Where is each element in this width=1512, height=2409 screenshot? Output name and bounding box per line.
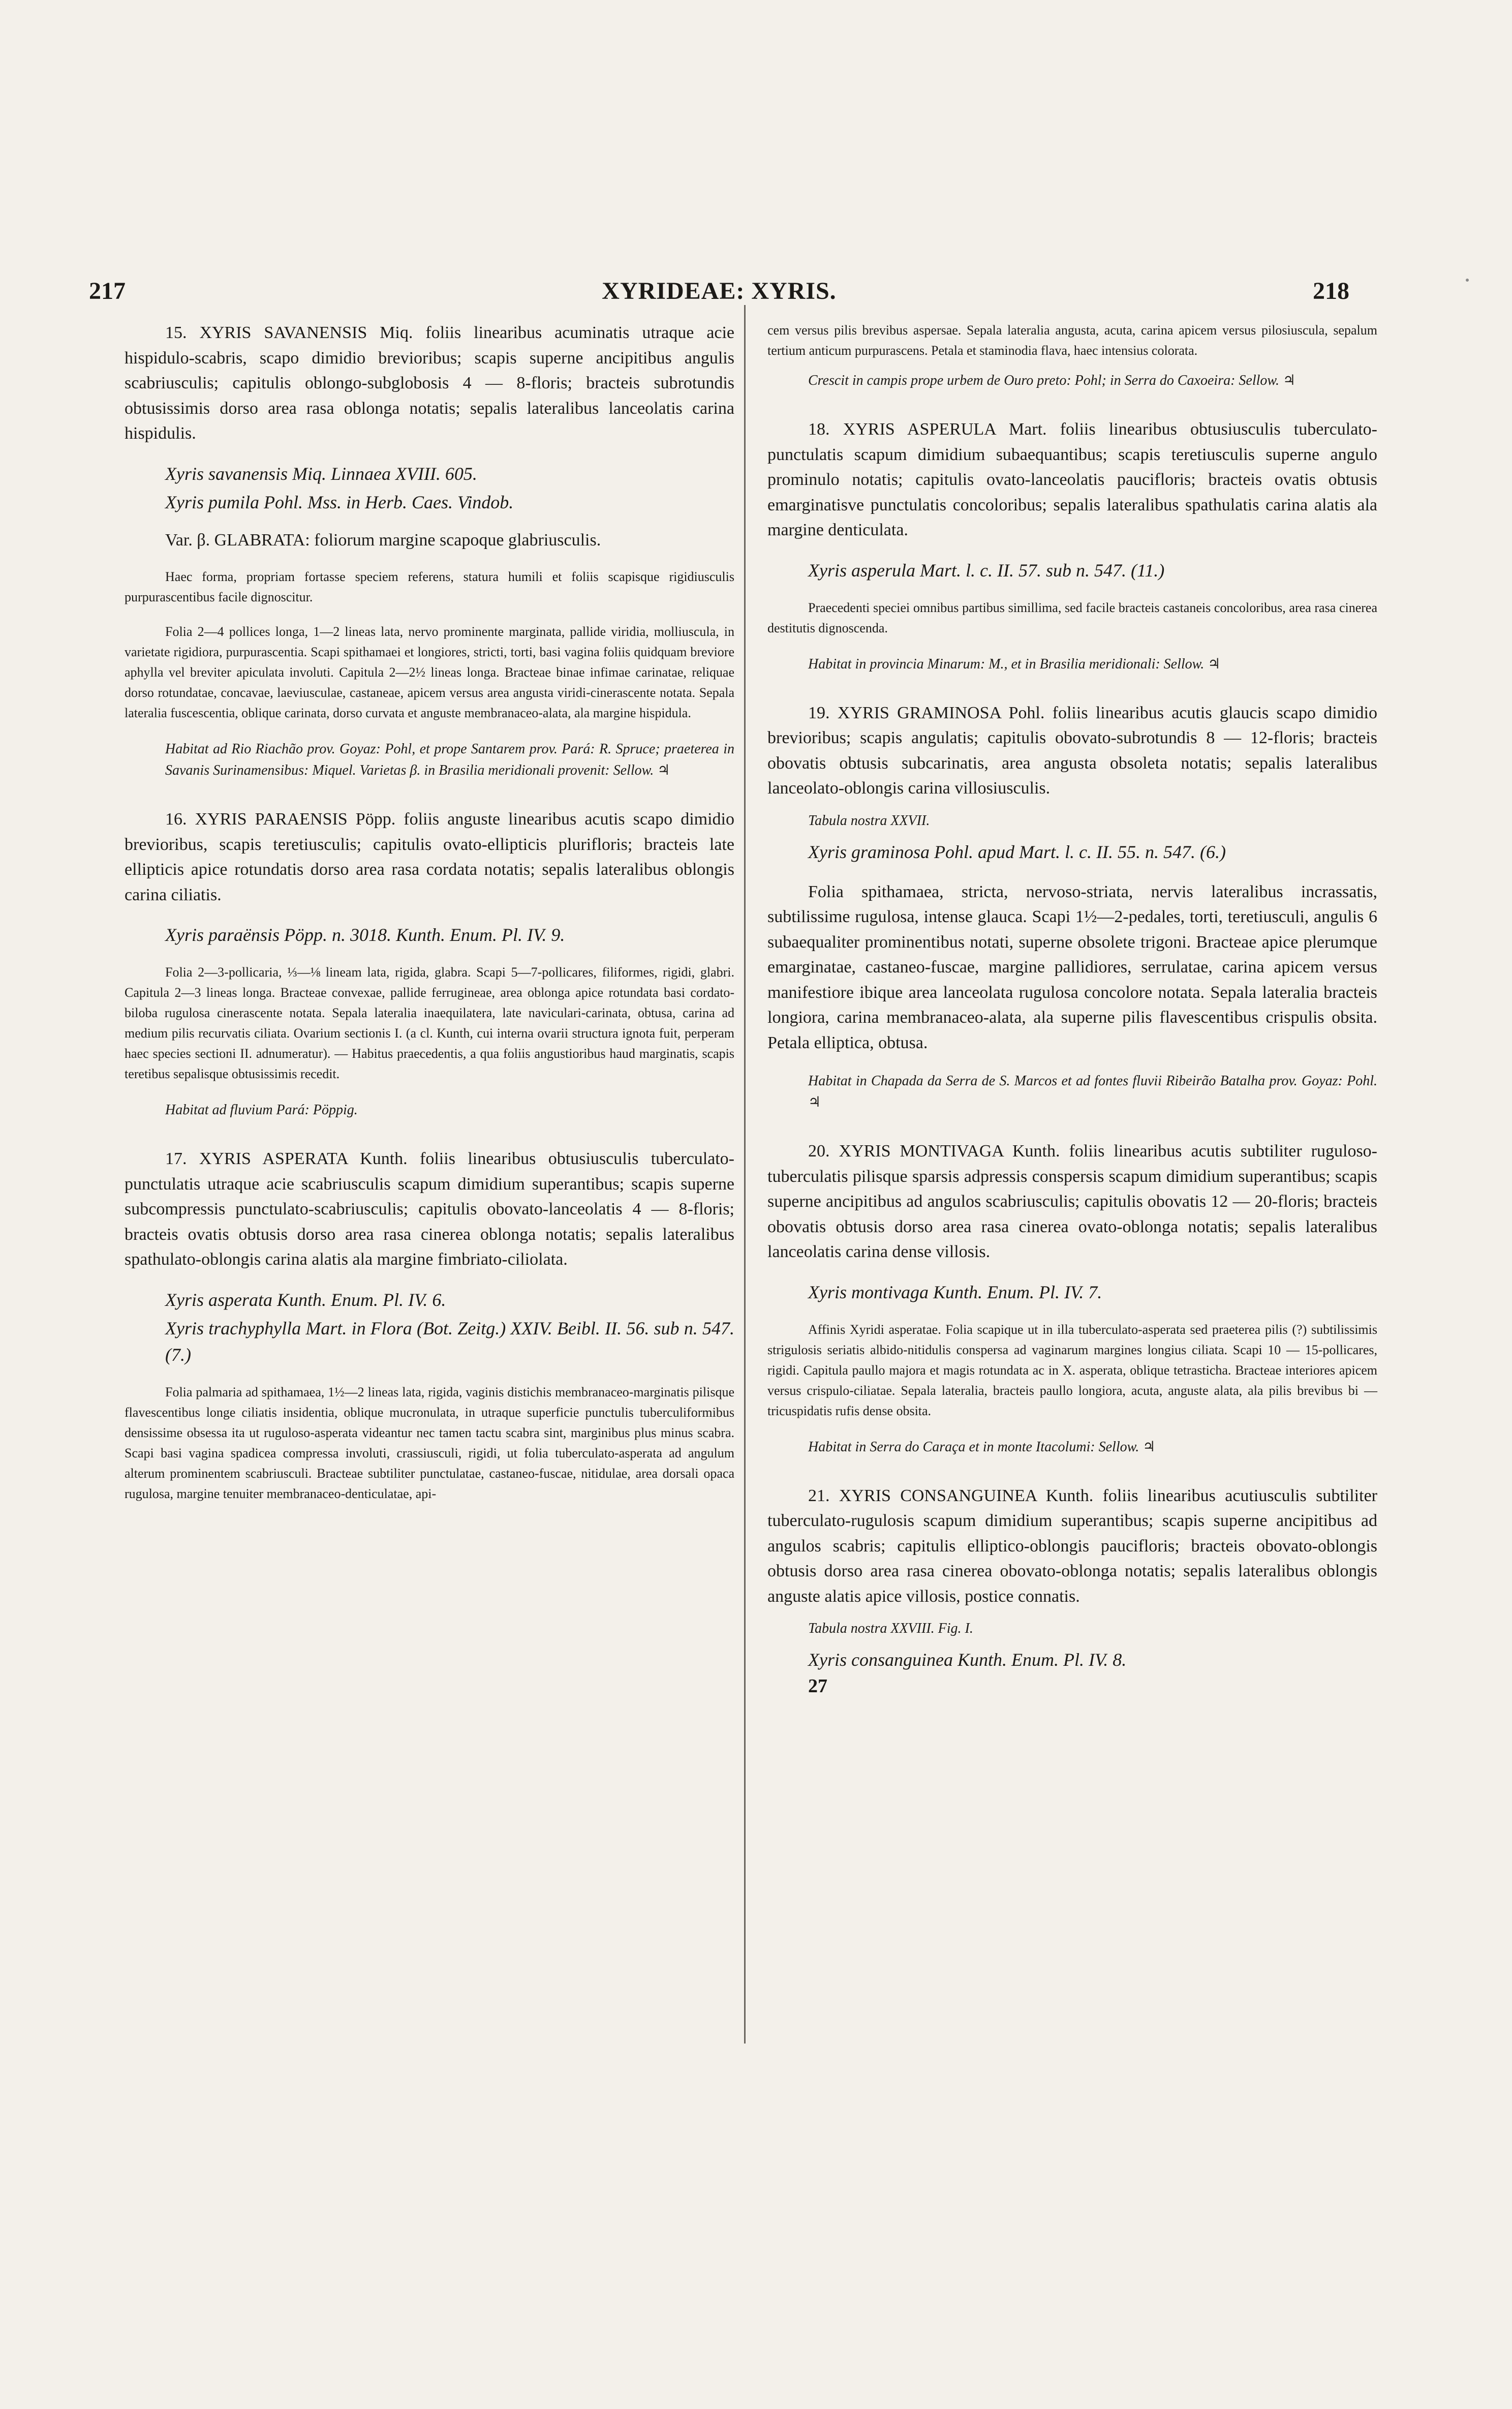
species-20-diagnosis: 20. XYRIS MONTIVAGA Kunth. foliis linearibus acutis subtiliter ruguloso-tuberculatis pilisque sparsis adpressis conspersis scapum dimidium superantibus; scapis superne ancipitibus ad angulos scabriusculis; capitulis obovatis 12 — 20-floris; bracteis obovatis obtusis dorso area rasa cinerea ovato-oblonga notatis; sepalis lateralibus lanceolatis carina dense villosis. — [767, 1142, 1377, 1261]
species-16-description: Folia 2—3-pollicaria, ⅓—⅛ lineam lata, rigida, glabra. Scapi 5—7-pollicares, filiformes, rigidi, glabri. Capitula 2—3 lineas longa. Bracteae convexae, pallide ferrugineae, area oblonga apice rotundata basi cordato-biloba rugulosa cinerascente notata. Sepala lateralia inaequilatera, late naviculari-carinata, obtusa, carina ad medium pilis recurvatis ciliata. Ovarium sectionis I. (a cl. Kunth, cui interna ovarii structura ignota fuit, perperam haec species sectioni II. adnumeratur). — Habitus praecedentis, a qua foliis angustioribus haud marginatis, scapis teretibus sepalisque obtusissimis recedit. — [125, 965, 734, 1081]
species-19-citation: Xyris graminosa Pohl. apud Mart. l. c. II. 55. n. 547. (6.) — [808, 841, 1226, 862]
species-16-citation: Xyris paraënsis Pöpp. n. 3018. Kunth. Enum. Pl. IV. 9. — [165, 925, 565, 945]
right-page-number: 218 — [1313, 278, 1349, 304]
species-21-citation: Xyris consanguinea Kunth. Enum. Pl. IV. 8. — [808, 1650, 1127, 1670]
species-17-citation-2: Xyris trachyphylla Mart. in Flora (Bot. Zeitg.) XXIV. Beibl. II. 56. sub n. 547. (7.) — [165, 1318, 734, 1365]
right-column — [767, 320, 1377, 1697]
species-19-diagnosis: 19. XYRIS GRAMINOSA Pohl. foliis linearibus acutis glaucis scapo dimidio brevioribus; scapis angulatis; capitulis obovato-subrotundis 8 — 12-floris; bracteis obovatis obtusis subcarinatis, area angusta obsoleta notatis; sepalis lateralibus lanceolato-oblongis carina villosiusculis. — [767, 703, 1377, 798]
species-20-description: Affinis Xyridi asperatae. Folia scapique ut in illa tuberculato-asperata sed praeterea pilis (?) subtilissimis strigulosis seriatis albido-nitidulis conspersa ad vaginarum margines longius ciliata. Scapi 10 — 15-pollicares, rigidi. Capitula paullo majora et magis rotundata ac in X. asperata, oblique tetrasticha. Bracteae interiores apicem versus crispulo-ciliatae. Sepala lateralia, bracteis paullo longiora, acuta, anguste alata, ala pilis brevibus bi — tricuspidatis rufis dense obsita. — [767, 1322, 1377, 1418]
species-15-citation-2: Xyris pumila Pohl. Mss. in Herb. Caes. Vindob. — [165, 492, 514, 512]
species-16-diagnosis: 16. XYRIS PARAENSIS Pöpp. foliis anguste linearibus acutis scapo dimidio brevioribus, scapis teretiusculis; capitulis ovato-ellipticis plurifloris; bracteis late ellipticis apice rotundatis dorso area rasa cordata notatis; sepalis lateralibus oblongis carina ciliatis. — [125, 810, 734, 904]
species-15-diagnosis: 15. XYRIS SAVANENSIS Miq. foliis linearibus acuminatis utraque acie hispidulo-scabris, scapo dimidio brevioribus; scapis superne ancipitibus angulis scabriusculis; capitulis oblongo-subglobosis 4 — 8-floris; bracteis subrotundis obtusissimis dorso area rasa oblonga notatis; sepalis lateralibus lanceolatis carina hispidulis. — [125, 323, 734, 443]
print-speck — [1466, 279, 1469, 282]
species-20-habitat: Habitat in Serra do Caraça et in monte Itacolumi: Sellow. ♃ — [808, 1439, 1156, 1455]
species-15-habitat: Habitat ad Rio Riachão prov. Goyaz: Pohl, et prope Santarem prov. Pará: R. Spruce; praeterea in Savanis Surinamensibus: Miquel. Varietas β. in Brasilia meridionali provenit: Sellow. ♃ — [165, 741, 734, 778]
species-17-description-continued: cem versus pilis brevibus aspersae. Sepala lateralia angusta, acuta, carina apicem versus pilosiuscula, sepalum tertium anticum purpurascens. Petala et staminodia flava, haec intensius colorata. — [767, 323, 1377, 358]
species-18-diagnosis: 18. XYRIS ASPERULA Mart. foliis linearibus obtusiusculis tuberculato-punctulatis scapum dimidium subaequantibus; scapis teretiusculis superne angulo prominulo notatis; capitulis ovato-lanceolatis paucifloris; bracteis ovatis obtusis emarginatisve punctulatis concoloribus; sepalis lateralibus spathulatis carina alatis ala margine denticulata. — [767, 420, 1377, 539]
species-17-citation-1: Xyris asperata Kunth. Enum. Pl. IV. 6. — [165, 1289, 446, 1310]
species-18-citation: Xyris asperula Mart. l. c. II. 57. sub n. 547. (11.) — [808, 560, 1165, 581]
species-18-description: Praecedenti speciei omnibus partibus simillima, sed facile bracteis castaneis concoloribus, area rasa cinerea destitutis dignoscenda. — [767, 600, 1377, 635]
species-15-variety-note: Haec forma, propriam fortasse speciem referens, statura humili et foliis scapisque rigidiusculis purpurascentibus facile dignoscitur. — [125, 569, 734, 604]
species-18-habitat: Habitat in provincia Minarum: M., et in Brasilia meridionali: Sellow. ♃ — [808, 656, 1221, 672]
species-17-habitat: Crescit in campis prope urbem de Ouro preto: Pohl; in Serra do Caxoeira: Sellow. ♃ — [808, 373, 1296, 388]
signature-mark: 27 — [808, 1675, 827, 1697]
running-title: XYRIDEAE: XYRIS. — [602, 278, 837, 304]
running-header — [89, 277, 1349, 313]
species-17-description: Folia palmaria ad spithamaea, 1½—2 lineas lata, rigida, vaginis distichis membranaceo-marginatis pilisque flavescentibus longe ciliatis insidentia, oblique mucronulata, in utraque superficie punctulis tuberculiformibus densissime obsessa ita ut ruguloso-asperata videantur nec tamen tactu scabra sint, marginibus plus minus scabra. Scapi basi vagina spadicea compressa involuti, crassiusculi, rigidi, ut folia tuberculato-asperata ad angulum alterum prominentem scabriusculi. Bracteae subtiliter punctulatae, castaneo-fuscae, nitidulae, area dorsali opaca rugulosa, margine tenuiter membranaceo-denticulatae, api- — [125, 1384, 734, 1501]
species-21-diagnosis: 21. XYRIS CONSANGUINEA Kunth. foliis linearibus acutiusculis subtiliter tuberculato-rugulosis scapum dimidium superantibus; scapis superne ancipitibus ad angulos scabris; capitulis elliptico-oblongis paucifloris; bracteis obovato-oblongis obtusis dorso area rasa cinerea obovato-oblonga notatis; sepalis lateralibus oblongis anguste alatis apice villosis, postice connatis. — [767, 1486, 1377, 1606]
species-15-citation-1: Xyris savanensis Miq. Linnaea XVIII. 605. — [165, 463, 477, 484]
species-19-habitat: Habitat in Chapada da Serra de S. Marcos et ad fontes fluvii Ribeirão Batalha prov. Goyaz: Pohl. ♃ — [808, 1073, 1377, 1110]
species-20-citation: Xyris montivaga Kunth. Enum. Pl. IV. 7. — [808, 1282, 1102, 1302]
species-19-description: Folia spithamaea, stricta, nervoso-striata, nervis lateralibus incrassatis, subtilissime rugulosa, intense glauca. Scapi 1½—2-pedales, torti, teretiusculi, angulis 6 subaequaliter prominentibus notati, superne obsolete trigoni. Bracteae apice plerumque emarginatae, castaneo-fuscae, margine pallidiores, serrulatae, carina apicem versus manifestiore ibique area lanceolata rugulosa concolore notata. Sepala lateralia bracteis longiora, carina membranaceo-alata, ala superne pilis flavescentibus crispulis obsita. Petala elliptica, obtusa. — [767, 882, 1377, 1052]
species-16-habitat: Habitat ad fluvium Pará: Pöppig. — [165, 1102, 358, 1118]
species-21-plate: Tabula nostra XXVIII. Fig. I. — [808, 1621, 973, 1636]
species-17-diagnosis: 17. XYRIS ASPERATA Kunth. foliis linearibus obtusiusculis tuberculato-punctulatis utraque acie scabriusculis scapum dimidium superantibus; scapis superne subcompressis punctulato-scabriusculis; capitulis obovato-lanceolatis 4 — 8-floris; bracteis ovatis obtusis dorso area rasa cinerea oblonga notatis; sepalis lateralibus spathulato-oblongis carina alatis ala margine fimbriato-ciliolata. — [125, 1149, 734, 1269]
species-15-description: Folia 2—4 pollices longa, 1—2 lineas lata, nervo prominente marginata, pallide viridia, molliuscula, in varietate rigidiora, purpurascentia. Scapi spithamaei et longiores, stricti, torti, basi vagina foliis quidquam breviore aphylla vel breviter apiculata involuti. Capitula 2—2½ lineas longa. Bracteae binae infimae carinatae, reliquae dorso rotundatae, concavae, laeviusculae, castaneae, apicem versus area angusta viridi-cinerascente notata. Sepala lateralia fuscescentia, oblique carinata, dorso curvata et anguste membranaceo-alata, ala margine hispidula. — [125, 624, 734, 720]
left-column — [125, 320, 734, 1504]
species-19-plate: Tabula nostra XXVII. — [808, 812, 930, 829]
species-15-variety: Var. β. GLABRATA: foliorum margine scapoque glabriusculis. — [165, 530, 601, 550]
left-page-number: 217 — [89, 278, 126, 304]
column-divider — [744, 305, 746, 2044]
